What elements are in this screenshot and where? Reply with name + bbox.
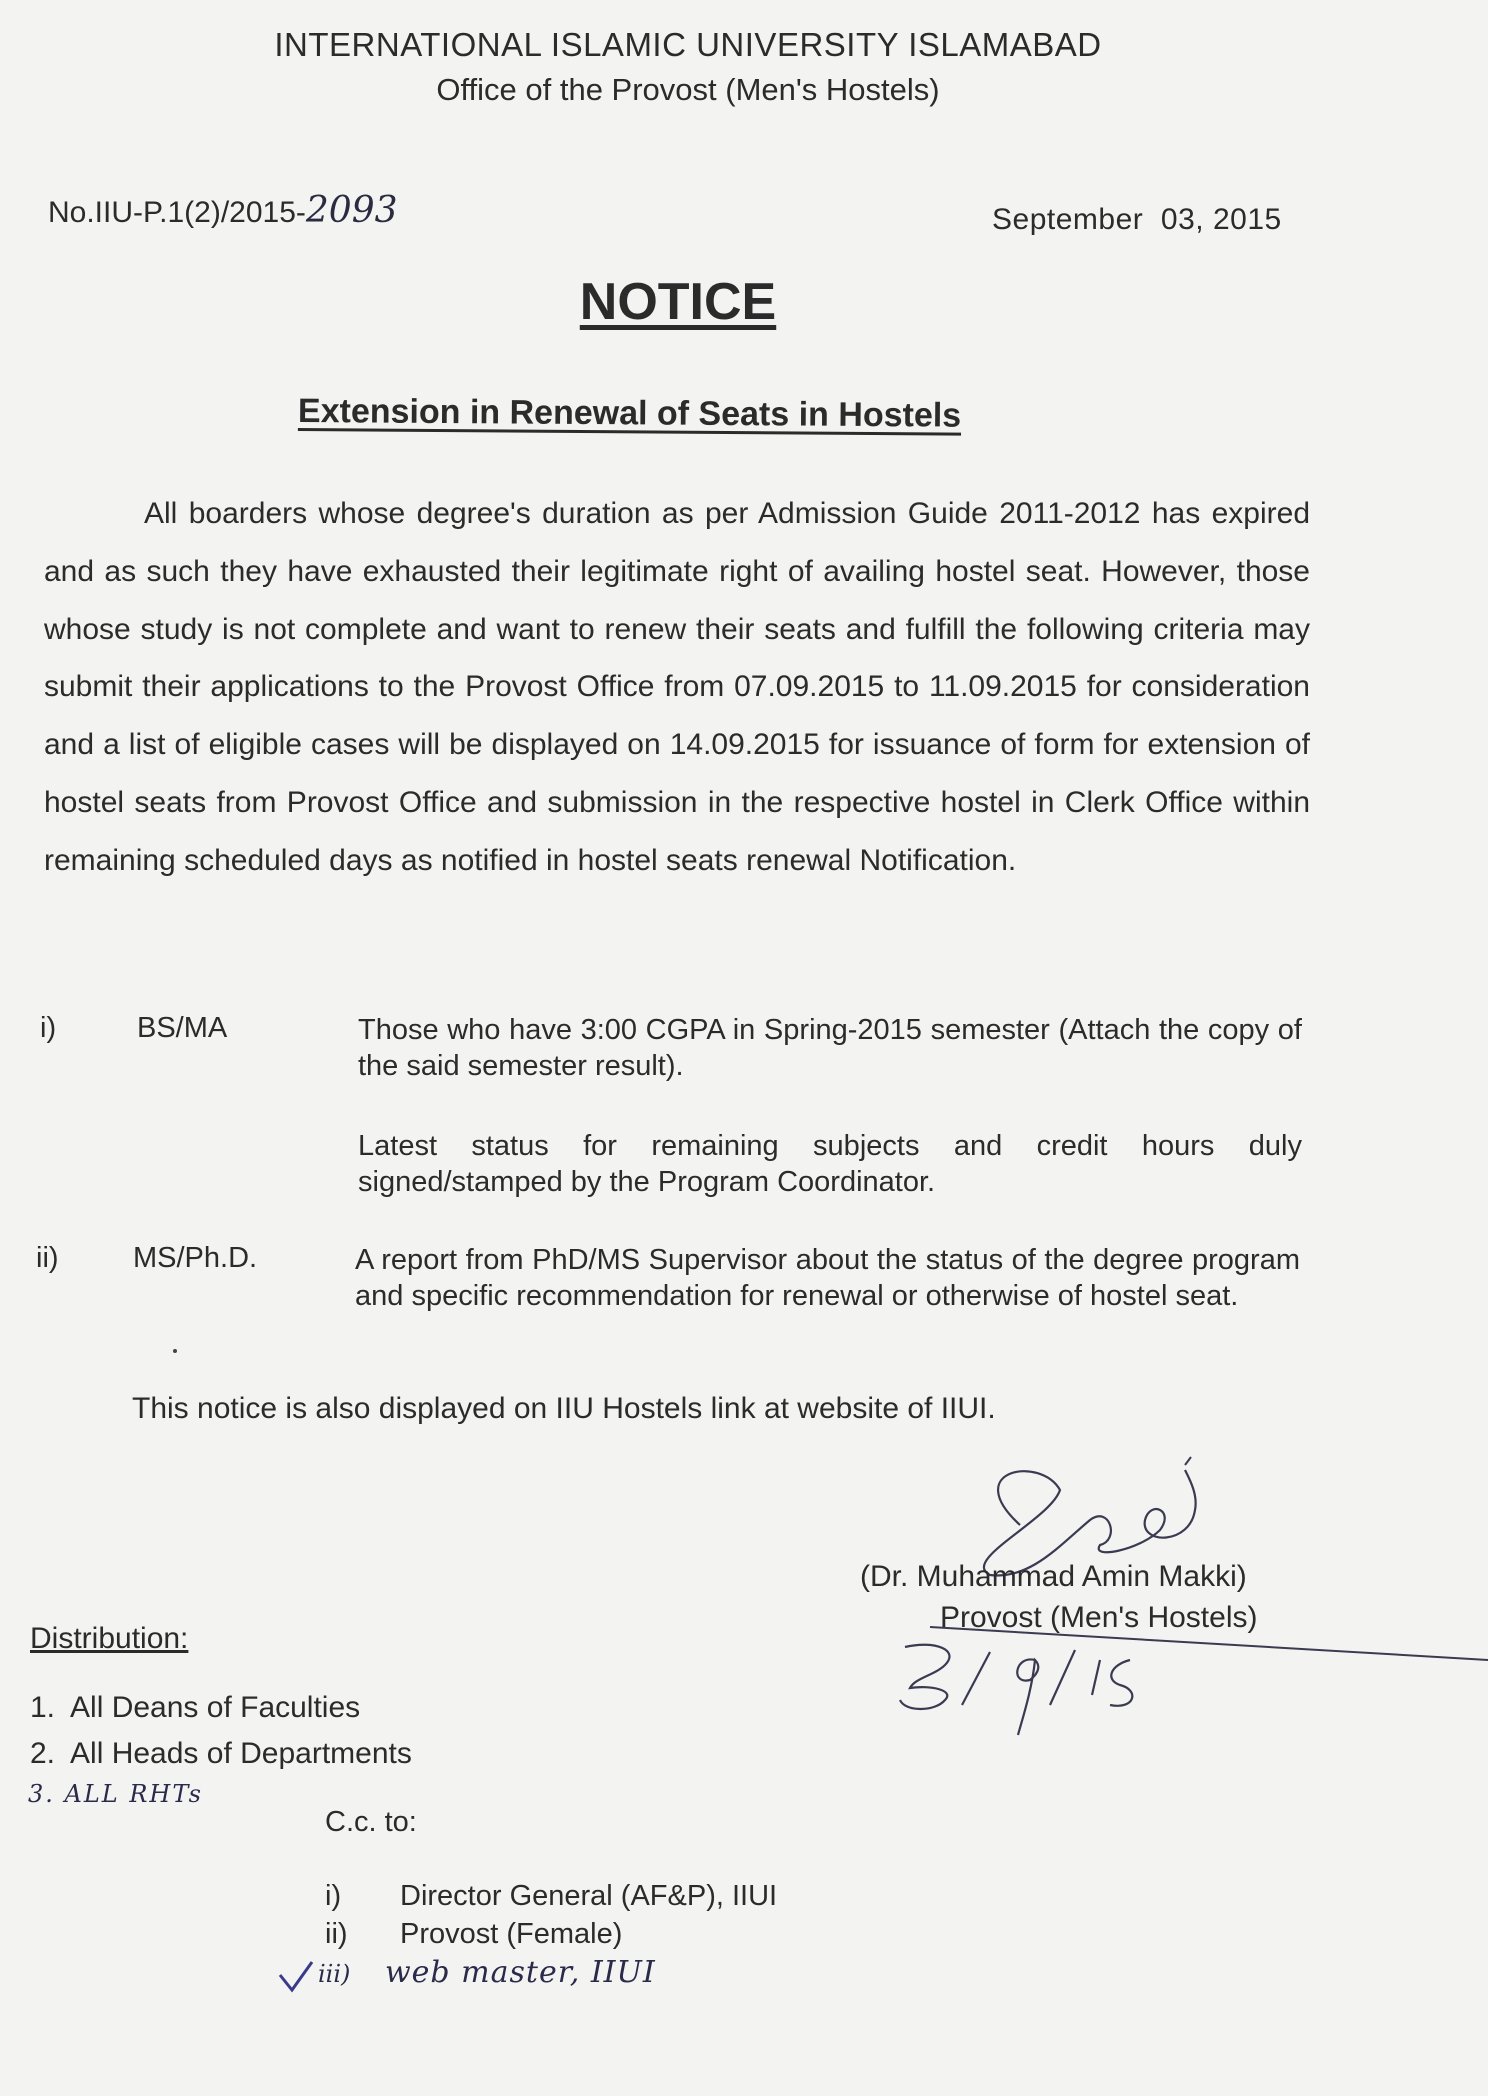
notice-title: NOTICE	[579, 273, 777, 331]
criterion-label: MS/Ph.D.	[133, 1242, 258, 1274]
cc-item-handwritten: web master, IIUI	[385, 1955, 656, 1990]
signature-date	[1150, 1745, 1153, 1746]
signatory-name: (Dr. Muhammad Amin Makki)	[860, 1560, 1247, 1593]
cc-item-number: i)	[325, 1880, 342, 1912]
notice-date: September 03, 2015	[992, 203, 1282, 236]
notice-subject: Extension in Renewal of Seats in Hostels	[297, 392, 962, 435]
distribution-item-handwritten: 3. ALL RHTs	[28, 1780, 203, 1808]
cc-item-number-handwritten: iii)	[318, 1960, 351, 1988]
website-note: This notice is also displayed on IIU Hostels link at website of IIUI.	[132, 1392, 996, 1425]
reference-number-handwritten: 2093	[305, 190, 398, 231]
criterion-label: BS/MA	[137, 1012, 228, 1044]
distribution-item: 1. All Deans of Faculties	[30, 1691, 361, 1724]
cc-item: Director General (AF&P), IIUI	[400, 1880, 778, 1912]
signatory-designation: Provost (Men's Hostels)	[940, 1601, 1258, 1634]
cc-item-number: ii)	[325, 1918, 348, 1950]
notice-body: All boarders whose degree's duration as per Admission Guide 2011-2012 has expired and as such they have exhausted their legitimate right of availing hostel seat. However, those whose study is not complete and want to renew their seats and fulfill the following criteria may submit their applications to the Provost Office from 07.09.2015 to 11.09.2015 for consideration and a list of eligible cases will be displayed on 14.09.2015 for issuance of form for extension of hostel seats from Provost Office and submission in the respective hostel in Clerk Office within remaining scheduled days as notified in hostel seats renewal Notification.	[44, 497, 1310, 877]
cc-item: Provost (Female)	[400, 1918, 623, 1950]
criterion-number: ii)	[36, 1242, 59, 1274]
cc-heading: C.c. to:	[325, 1806, 417, 1838]
distribution-item: 2. All Heads of Departments	[30, 1737, 412, 1770]
criterion-text: Latest status for remaining subjects and credit hours duly signed/stamped by the Program Coordinator.	[358, 1130, 1302, 1198]
criterion-text: A report from PhD/MS Supervisor about the status of the degree program and specific recommendation for renewal or otherwise of hostel seat.	[355, 1244, 1300, 1312]
distribution-heading: Distribution:	[30, 1622, 189, 1655]
institution-name: INTERNATIONAL ISLAMIC UNIVERSITY ISLAMABAD	[274, 26, 1102, 63]
office-name: Office of the Provost (Men's Hostels)	[436, 72, 940, 107]
criterion-number: i)	[40, 1012, 57, 1044]
criterion-text: Those who have 3:00 CGPA in Spring-2015 semester (Attach the copy of the said semester result).	[358, 1014, 1302, 1082]
reference-number-printed: No.IIU-P.1(2)/2015-	[48, 196, 306, 229]
